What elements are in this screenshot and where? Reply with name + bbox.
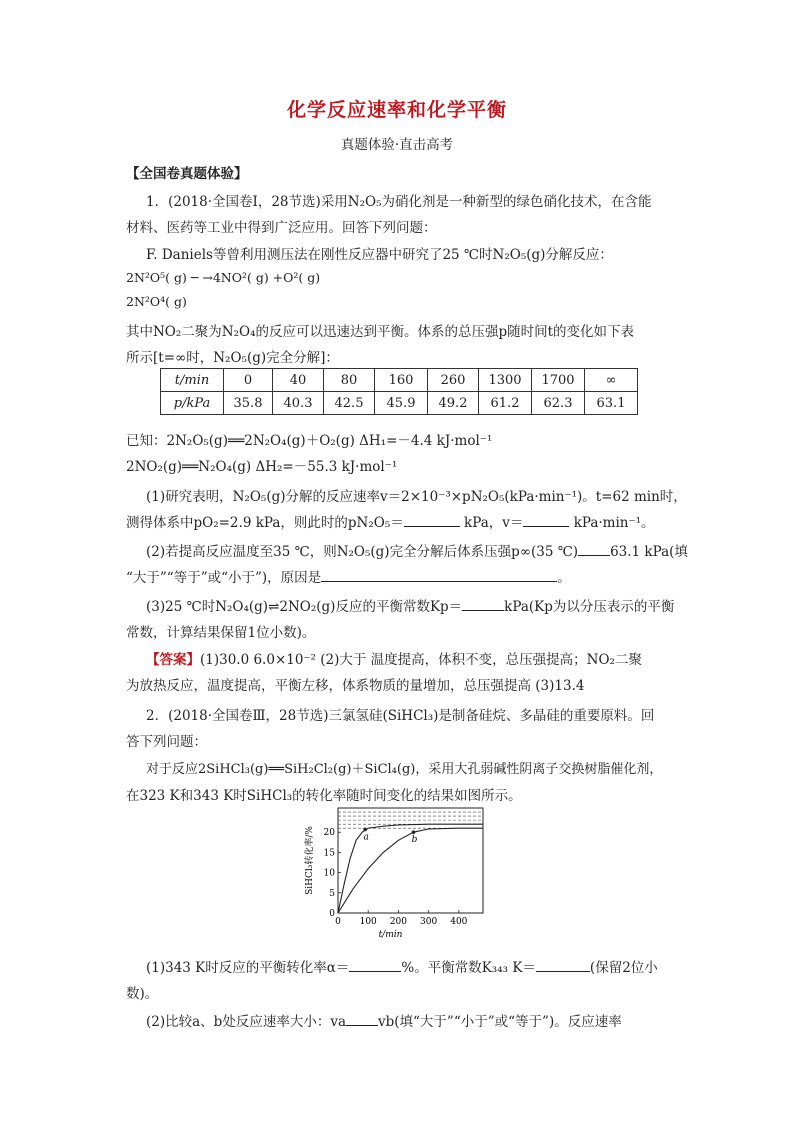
table-cell: 45.9 — [375, 392, 428, 415]
answer-blank[interactable] — [321, 567, 557, 582]
table-cell: 42.5 — [324, 392, 375, 415]
q2-part1-line2: 数)。 — [126, 986, 159, 1002]
y-tick-label: 5 — [329, 888, 335, 899]
point-annotation: b — [411, 835, 418, 846]
table-cell: 260 — [428, 369, 479, 392]
table-header: t/min — [161, 369, 224, 392]
x-tick-label: 400 — [450, 917, 468, 927]
data-point-marker — [363, 828, 367, 832]
page-title: 化学反应速率和化学平衡 — [286, 99, 507, 121]
q1-line3: F. Daniels等曾利用测压法在刚性反应器中研究了25 ℃时N₂O₅(g)分解反应： — [146, 247, 613, 263]
answer-blank[interactable] — [349, 957, 401, 972]
series-line — [338, 828, 483, 913]
answer-line1 — [146, 648, 691, 668]
q1-part2-line2 — [126, 566, 671, 586]
table-cell: ∞ — [585, 369, 638, 392]
y-tick-label: 10 — [323, 868, 335, 879]
q2-part2-line1 — [146, 1010, 691, 1030]
table-cell: 61.2 — [479, 392, 532, 415]
text: (1)343 K时反应的平衡转化率α＝ — [146, 960, 350, 976]
q1-line1: 1．(2018·全国卷Ⅰ，28节选)采用N₂O₅为硝化剂是一种新型的绿色硝化技术，在含能 — [146, 194, 652, 210]
x-tick-label: 0 — [335, 917, 341, 927]
x-tick-label: 100 — [359, 917, 377, 927]
text: (2)若提高反应温度至35 ℃，则N₂O₅(g)完全分解后体系压强p∞(35 ℃) — [146, 544, 579, 560]
q1-line5: 所示[t=∞时，N₂O₅(g)完全分解]： — [126, 350, 339, 366]
answer-blank[interactable] — [523, 512, 569, 527]
x-tick-label: 300 — [420, 917, 438, 927]
conversion-chart — [300, 800, 500, 950]
table-cell: 40 — [273, 369, 324, 392]
x-axis-label: t/min — [378, 930, 403, 940]
q2-part1-line1 — [146, 956, 691, 976]
text: (1)30.0 6.0×10⁻² (2)大于 温度提高，体积不变，总压强提高；NO₂二聚 — [200, 652, 642, 668]
page-subtitle: 真题体验·直击高考 — [340, 137, 454, 153]
data-point-marker — [412, 830, 416, 834]
text: kPa(Kp为以分压表示的平衡 — [504, 599, 675, 615]
q2-line4: 在323 K和343 K时SiHCl₃的转化率随时间变化的结果如图所示。 — [126, 788, 522, 804]
q1-equation2: 2N²O⁴( g) — [126, 294, 187, 309]
answer-blank[interactable] — [462, 596, 504, 611]
answer-blank[interactable] — [404, 512, 460, 527]
q2-line2: 答下列问题： — [126, 734, 207, 750]
table-cell: 40.3 — [273, 392, 324, 415]
q1-part1-line2 — [126, 511, 671, 531]
q1-equation1: 2N²O⁵( g) ─ →4NO²( g) +O²( g) — [126, 270, 321, 285]
table-cell: 0 — [224, 369, 273, 392]
q2-line1: 2．(2018·全国卷Ⅲ，28节选)三氯氢硅(SiHCl₃)是制备硅烷、多晶硅的重要原料。回 — [146, 708, 655, 724]
q2-line3: 对于反应2SiHCl₃(g)══SiH₂Cl₂(g)＋SiCl₄(g)，采用大孔弱碱性阴离子交换树脂催化剂， — [146, 762, 663, 777]
series-line — [338, 824, 483, 913]
table-cell: 62.3 — [532, 392, 585, 415]
section-heading: 【全国卷真题体验】 — [126, 166, 248, 182]
table-cell: 1300 — [479, 369, 532, 392]
q1-part3-line2: 常数，计算结果保留1位小数)。 — [126, 625, 316, 641]
answer-line2: 为放热反应，温度提高，平衡左移，体系物质的量增加，总压强提高 (3)13.4 — [126, 678, 585, 694]
text: (2)比较a、b处反应速率大小：va — [146, 1014, 346, 1030]
q1-part3-line1 — [146, 595, 691, 615]
answer-blank[interactable] — [346, 1011, 378, 1026]
text: kPa·min⁻¹。 — [573, 515, 655, 531]
y-tick-label: 0 — [329, 909, 335, 919]
table-cell: 160 — [375, 369, 428, 392]
point-annotation: a — [363, 832, 369, 843]
text: 测得体系中pO₂=2.9 kPa，则此时的pN₂O₅＝ — [126, 515, 404, 531]
table-cell: 80 — [324, 369, 375, 392]
y-tick-label: 15 — [323, 848, 335, 859]
q1-part2-line1 — [146, 540, 691, 560]
text: (3)25 ℃时N₂O₄(g)⇌2NO₂(g)反应的平衡常数Kp＝ — [146, 599, 463, 615]
known-eq1: 已知：2N₂O₅(g)══2N₂O₄(g)＋O₂(g) ΔH₁=－4.4 kJ·mol⁻¹ — [126, 433, 493, 449]
table-row — [161, 392, 638, 415]
table-row — [161, 369, 638, 392]
text: 63.1 kPa(填 — [610, 544, 688, 560]
text: kPa，v＝ — [464, 515, 524, 531]
y-tick-label: 20 — [323, 828, 335, 839]
x-tick-label: 200 — [389, 917, 408, 927]
table-cell: 63.1 — [585, 392, 638, 415]
text: vb(填“大于”“小于”或“等于”)。反应速率 — [378, 1014, 622, 1030]
answer-blank[interactable] — [536, 957, 590, 972]
table-header: p/kPa — [161, 392, 224, 415]
table-cell: 1700 — [532, 369, 585, 392]
q1-line2: 材料、医药等工业中得到广泛应用。回答下列问题： — [126, 220, 437, 236]
text: %。平衡常数K₃₄₃ K＝ — [401, 960, 536, 976]
text: 。 — [557, 570, 571, 586]
q1-part1-line1: (1)研究表明，N₂O₅(g)分解的反应速率v＝2×10⁻³×pN₂O₅(kPa·min⁻¹)。t=62 min时， — [146, 489, 687, 505]
table-cell: 35.8 — [224, 392, 273, 415]
text: (保留2位小 — [589, 960, 658, 976]
table-cell: 49.2 — [428, 392, 479, 415]
known-eq2: 2NO₂(g)══N₂O₄(g) ΔH₂=－55.3 kJ·mol⁻¹ — [126, 459, 398, 475]
pressure-table — [160, 368, 638, 415]
q1-line4: 其中NO₂二聚为N₂O₄的反应可以迅速达到平衡。体系的总压强p随时间t的变化如下表 — [126, 324, 635, 340]
text: “大于”“等于”或“小于”)，原因是 — [126, 570, 322, 586]
answer-label: 【答案】 — [146, 652, 200, 668]
answer-blank[interactable] — [578, 541, 610, 556]
y-axis-label: SiHCl₃转化率/% — [305, 826, 315, 895]
